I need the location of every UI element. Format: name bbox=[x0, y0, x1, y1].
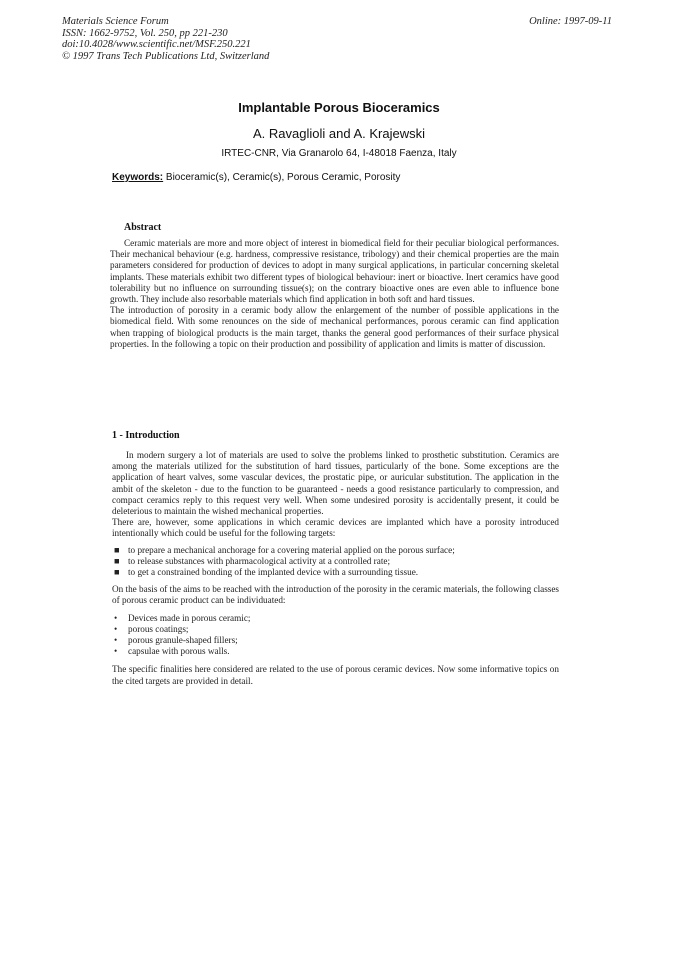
keywords-line bbox=[112, 172, 400, 183]
targets-list bbox=[114, 545, 559, 579]
square-bullet-icon: ■ bbox=[114, 567, 120, 578]
introduction-heading: 1 - Introduction bbox=[112, 430, 180, 441]
abstract-paragraph-2: The introduction of porosity in a ceramic body allow the enlargement of the number of possible applications in the biomedical field. With some renounces on the side of mechanical performances, porous ceramic can find application when trapping of biological products is the main target, thanks the general good performances of their surface physical properties. In the following a topic on their production and possibility of application and limits is matter of discussion. bbox=[110, 305, 559, 349]
list-item: • capsulae with porous walls. bbox=[114, 646, 230, 657]
intro-paragraph-1: In modern surgery a lot of materials are used to solve the problems linked to prosthetic substitution. Ceramics are among the materials utilized for the substitution of hard tissues, particularly of the bone. Some exceptions are the application of heart valves, some vascular devices, the prostatic pipe, or auricular substitution. The application in the ambit of the skeleton - due to the function to be guaranteed - needs a good resistance particularly to compression, and compact ceramics reply to this request very well. When some undesired porosity is accidentally present, it could be deleterious to maintain the wished mechanical properties. bbox=[112, 450, 559, 517]
paper-affiliation: IRTEC-CNR, Via Granarolo 64, I-48018 Faenza, Italy bbox=[221, 148, 457, 159]
paper-title: Implantable Porous Bioceramics bbox=[238, 100, 440, 115]
abstract-paragraph-1: Ceramic materials are more and more object of interest in biomedical field for their peculiar biological performances. Their mechanical behaviour (e.g. hardness, compressive resistance, tribology) and their chemical properties are the main parameters considered for production of devices to adopt in many surgical applications, in particular concerning skeletal implants. These materials exhibit two different types of biological behaviour: inert or bioactive. Inert ceramics have good tolerability but no influence on surrounding tissue(s); on the contrary bioactive ones are even able to influence bone growth. They include also resorbable materials which find application in both soft and hard tissues. bbox=[110, 238, 559, 305]
copyright-line: © 1997 Trans Tech Publications Ltd, Switzerland bbox=[62, 50, 270, 62]
list-item: • Devices made in porous ceramic; bbox=[114, 612, 251, 623]
dot-bullet-icon: • bbox=[114, 612, 118, 623]
list-item: ■ to release substances with pharmacological activity at a controlled rate; bbox=[114, 555, 390, 566]
dot-bullet-icon: • bbox=[114, 635, 118, 646]
paper-authors: A. Ravaglioli and A. Krajewski bbox=[253, 126, 425, 141]
square-bullet-icon: ■ bbox=[114, 555, 120, 566]
intro-paragraph-2: There are, however, some applications in which ceramic devices are implanted which have a porosity introduced intentionally which could be useful for the following targets: bbox=[112, 517, 559, 539]
keywords-text: Bioceramic(s), Ceramic(s), Porous Ceramic, Porosity bbox=[165, 172, 401, 183]
dot-bullet-icon: • bbox=[114, 623, 118, 634]
journal-name: Materials Science Forum bbox=[62, 16, 169, 27]
square-bullet-icon: ■ bbox=[114, 544, 120, 555]
keywords-label: Keywords: bbox=[112, 172, 164, 183]
list-item: • porous coatings; bbox=[114, 623, 189, 634]
doi-line: doi:10.4028/www.scientific.net/MSF.250.221 bbox=[62, 39, 251, 50]
abstract-heading: Abstract bbox=[124, 222, 162, 233]
list-item: ■ to get a constrained bonding of the implanted device with a surrounding tissue. bbox=[114, 567, 419, 578]
introduction-body bbox=[112, 450, 559, 687]
list-item: • porous granule-shaped fillers; bbox=[114, 635, 238, 646]
dot-bullet-icon: • bbox=[114, 646, 118, 657]
issn-line: ISSN: 1662-9752, Vol. 250, pp 221-230 bbox=[62, 27, 228, 39]
online-date: Online: 1997-09-11 bbox=[529, 16, 612, 27]
list-item: ■ to prepare a mechanical anchorage for a covering material applied on the porous surface; bbox=[114, 544, 455, 555]
intro-paragraph-4: The specific finalities here considered are related to the use of porous ceramic devices. Now some informative topics on the cited targets are provided in detail. bbox=[112, 664, 559, 686]
abstract-body bbox=[110, 238, 559, 350]
intro-paragraph-3: On the basis of the aims to be reached with the introduction of the porosity in the ceramic materials, the following classes of porous ceramic product can be individuated: bbox=[112, 584, 560, 606]
journal-header bbox=[62, 16, 269, 62]
classes-list bbox=[114, 613, 559, 658]
